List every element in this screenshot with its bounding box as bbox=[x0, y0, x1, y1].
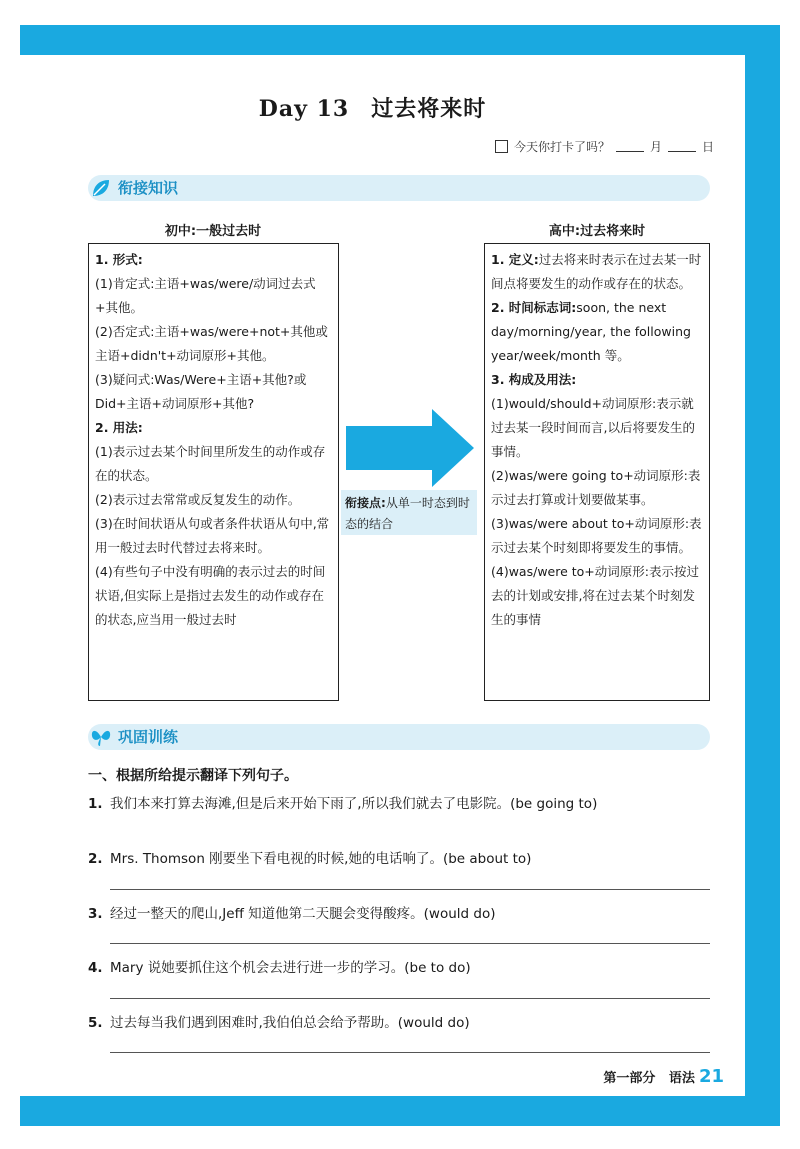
page-title bbox=[0, 92, 745, 123]
left-item: (3)疑问式:Was/Were+主语+其他?或Did+主语+动词原形+其他? bbox=[95, 372, 307, 411]
question-4: 4. Mary 说她要抓住这个机会去进行进一步的学习。(be to do) bbox=[88, 960, 471, 976]
left-content-box bbox=[88, 243, 339, 701]
day-label: 日 bbox=[701, 140, 714, 154]
bridge-label: 衔接点: bbox=[345, 496, 386, 510]
page-number: 21 bbox=[698, 1066, 724, 1087]
section-bar-knowledge bbox=[88, 175, 710, 201]
section-label-knowledge: 衔接知识 bbox=[118, 179, 179, 197]
left-item: (1)肯定式:主语+was/were/动词过去式+其他。 bbox=[95, 276, 316, 315]
left-column-heading: 初中:一般过去时 bbox=[164, 224, 262, 239]
left-item: (2)否定式:主语+was/were+not+其他或主语+didn't+动词原形+其他。 bbox=[95, 324, 328, 363]
left-item: (4)有些句子中没有明确的表示过去的时间状语,但实际上是指过去发生的动作或存在的状态,应当用一般过去时 bbox=[95, 564, 326, 627]
right-item: (1)would/should+动词原形:表示就过去某一段时间而言,以后将要发生的事情。 bbox=[491, 396, 695, 459]
right-item: 3. 构成及用法: bbox=[491, 372, 577, 387]
answer-line-3[interactable] bbox=[110, 943, 710, 944]
question-1: 1. 我们本来打算去海滩,但是后来开始下雨了,所以我们就去了电影院。(be going to) bbox=[88, 796, 598, 812]
day-blank[interactable] bbox=[668, 141, 696, 152]
right-content-box bbox=[484, 243, 710, 701]
left-item: 2. 用法: bbox=[95, 420, 143, 435]
right-item: (4)was/were to+动词原形:表示按过去的计划或安排,将在过去某个时刻发生的事情 bbox=[491, 564, 699, 627]
right-arrow-icon bbox=[346, 409, 474, 487]
right-item: (2)was/were going to+动词原形:表示过去打算或计划要做某事。 bbox=[491, 468, 701, 507]
bridge-text: 从单一时态到时态的结合 bbox=[345, 496, 470, 531]
right-item: (3)was/were about to+动词原形:表示过去某个时刻即将要发生的事情。 bbox=[491, 516, 702, 555]
title-topic: 过去将来时 bbox=[371, 96, 487, 122]
title-day: Day 13 bbox=[258, 96, 350, 122]
right-item: 2. 时间标志词:soon, the next day/morning/year, the following year/week/month 等。 bbox=[491, 300, 691, 363]
footer-topic: 语法 bbox=[668, 1071, 695, 1086]
leaf-icon bbox=[90, 177, 112, 199]
section-bar-practice bbox=[88, 724, 710, 750]
answer-line-5[interactable] bbox=[110, 1052, 710, 1053]
checkin-line bbox=[495, 138, 714, 155]
question-2: 2. Mrs. Thomson 刚要坐下看电视的时候,她的电话响了。(be about to) bbox=[88, 851, 532, 867]
question-5: 5. 过去每当我们遇到困难时,我伯伯总会给予帮助。(would do) bbox=[88, 1015, 470, 1031]
answer-line-2[interactable] bbox=[110, 889, 710, 890]
footer-part: 第一部分 bbox=[603, 1071, 656, 1086]
answer-line-4[interactable] bbox=[110, 998, 710, 999]
right-item: 1. 定义:过去将来时表示在过去某一时间点将要发生的动作或存在的状态。 bbox=[491, 252, 702, 291]
month-label: 月 bbox=[649, 140, 662, 154]
left-item: (3)在时间状语从句或者条件状语从句中,常用一般过去时代替过去将来时。 bbox=[95, 516, 330, 555]
month-blank[interactable] bbox=[616, 141, 644, 152]
checkin-checkbox[interactable] bbox=[495, 140, 508, 153]
top-frame-band bbox=[20, 25, 780, 55]
right-frame-band bbox=[745, 25, 780, 1125]
bridge-note bbox=[341, 490, 477, 535]
left-item: 1. 形式: bbox=[95, 252, 143, 267]
question-3: 3. 经过一整天的爬山,Jeff 知道他第二天腿会变得酸疼。(would do) bbox=[88, 906, 496, 922]
exercise-heading: 一、根据所给提示翻译下列句子。 bbox=[88, 768, 298, 784]
section-label-practice: 巩固训练 bbox=[118, 728, 179, 746]
right-column-heading: 高中:过去将来时 bbox=[548, 224, 646, 239]
butterfly-icon bbox=[90, 726, 112, 748]
left-item: (2)表示过去常常或反复发生的动作。 bbox=[95, 492, 301, 507]
checkin-prompt: 今天你打卡了吗？ bbox=[513, 140, 610, 154]
left-item: (1)表示过去某个时间里所发生的动作或存在的状态。 bbox=[95, 444, 326, 483]
page-footer bbox=[603, 1066, 724, 1087]
bottom-frame-band bbox=[20, 1096, 780, 1126]
